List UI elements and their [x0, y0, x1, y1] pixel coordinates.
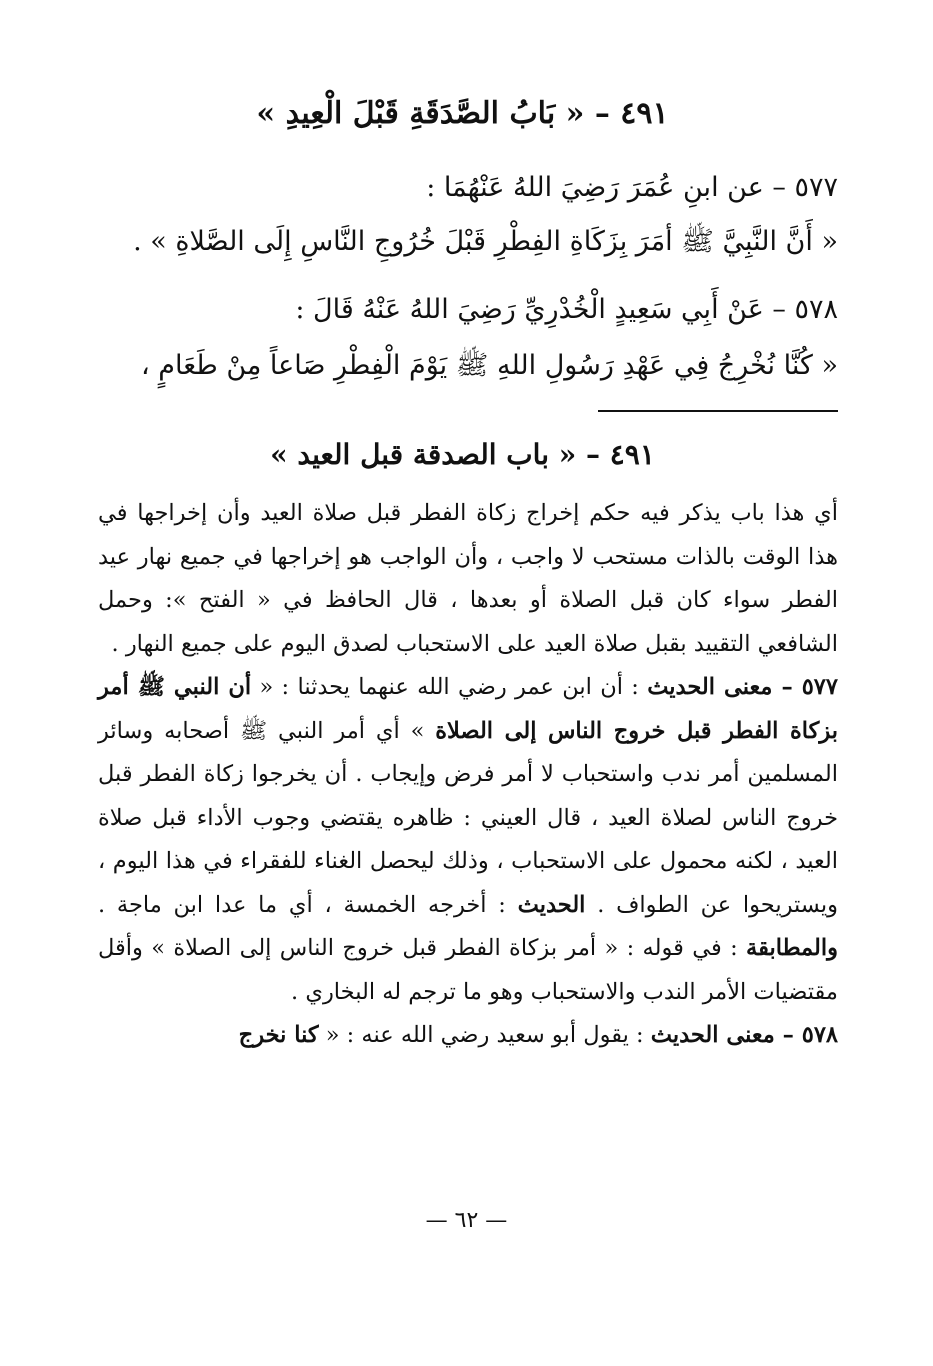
- p577-text-3: : أخرجه الخمسة ، أي ما عدا ابن ماجة .: [98, 891, 518, 918]
- p577-text-4: : في قوله : « أمر بزكاة الفطر قبل خروج الناس إلى الصلاة » وأقل مقتضيات الأمر الندب والاستحباب وهو ما ترجم له البخاري .: [98, 935, 838, 1005]
- hadith-578-text: « كُنَّا نُخْرِجُ فِي عَهْدِ رَسُولِ اللهِ ﷺ يَوْمَ الْفِطْرِ صَاعاً مِنْ طَعَامٍ ،: [140, 350, 838, 381]
- commentary-heading: ٤٩١ – « باب الصدقة قبل العيد »: [270, 438, 655, 471]
- page-number: — ٦٢ —: [425, 1208, 508, 1233]
- intro-paragraph: أي هذا باب يذكر فيه حكم إخراج زكاة الفطر قبل صلاة العيد وأن إخراجها في هذا الوقت بالذات مستحب لا واجب ، وأن الواجب هو إخراجها في جميع نهار عيد الفطر سواء كان قبل الصلاة أو بعدها ، قال الحافظ في « الفتح »: وحمل الشافعي التقييد بقبل صلاة العيد على الاستحباب لصدق اليوم على جميع النهار .: [98, 500, 838, 657]
- p577-text-1: : أن ابن عمر رضي الله عنهما يحدثنا : «: [251, 674, 648, 700]
- hadith-578-label: ٥٧٨ – معنى الحديث: [650, 1022, 838, 1048]
- p577-label-mutabaqa: والمطابقة: [746, 935, 838, 961]
- hadith-577-intro: ٥٧٧ – عن ابنِ عُمَرَ رَضِيَ اللهُ عَنْهُمَا :: [426, 172, 838, 203]
- p577-text-2: » أي أمر النبي ﷺ أصحابه وسائر المسلمين أمر ندب واستحباب لا أمر فرض وإيجاب . أن يخرجوا زكاة الفطر قبل خروج الناس لصلاة العيد ، قال العيني : ظاهره يقتضي وجوب الأداء قبل صلاة العيد ، لكنه محمول على الاستحباب ، وذلك ليحصل الغناء للفقراء في هذا اليوم ، ويستريحوا عن الطواف .: [98, 717, 838, 918]
- hadith-577-label: ٥٧٧ – معنى الحديث: [647, 674, 838, 700]
- paragraph-578: [98, 1014, 838, 1058]
- chapter-heading: ٤٩١ – « بَابُ الصَّدَقَةِ قَبْلَ الْعِيدِ »: [256, 96, 669, 131]
- p577-quote: أن النبي ﷺ أمر بزكاة الفطر قبل خروج الناس إلى الصلاة: [98, 674, 838, 744]
- paragraph-577: [98, 666, 838, 1014]
- hadith-578-intro: ٥٧٨ – عَنْ أَبِي سَعِيدٍ الْخُدْرِيِّ رَضِيَ اللهُ عَنْهُ قَالَ :: [295, 294, 838, 325]
- commentary-body: [98, 492, 838, 1058]
- p578-text-1: : يقول أبو سعيد رضي الله عنه : «: [318, 1022, 651, 1048]
- p578-quote: كنا نخرج: [238, 1022, 319, 1048]
- p577-label-hadith: الحديث: [517, 891, 586, 918]
- hadith-577-text: « أَنَّ النَّبِيَّ ﷺ أمَرَ بِزَكَاةِ الفِطْرِ قَبْلَ خُرُوجِ النَّاسِ إِلَى الصَّلاةِ » .: [133, 226, 838, 257]
- section-divider: [598, 410, 838, 412]
